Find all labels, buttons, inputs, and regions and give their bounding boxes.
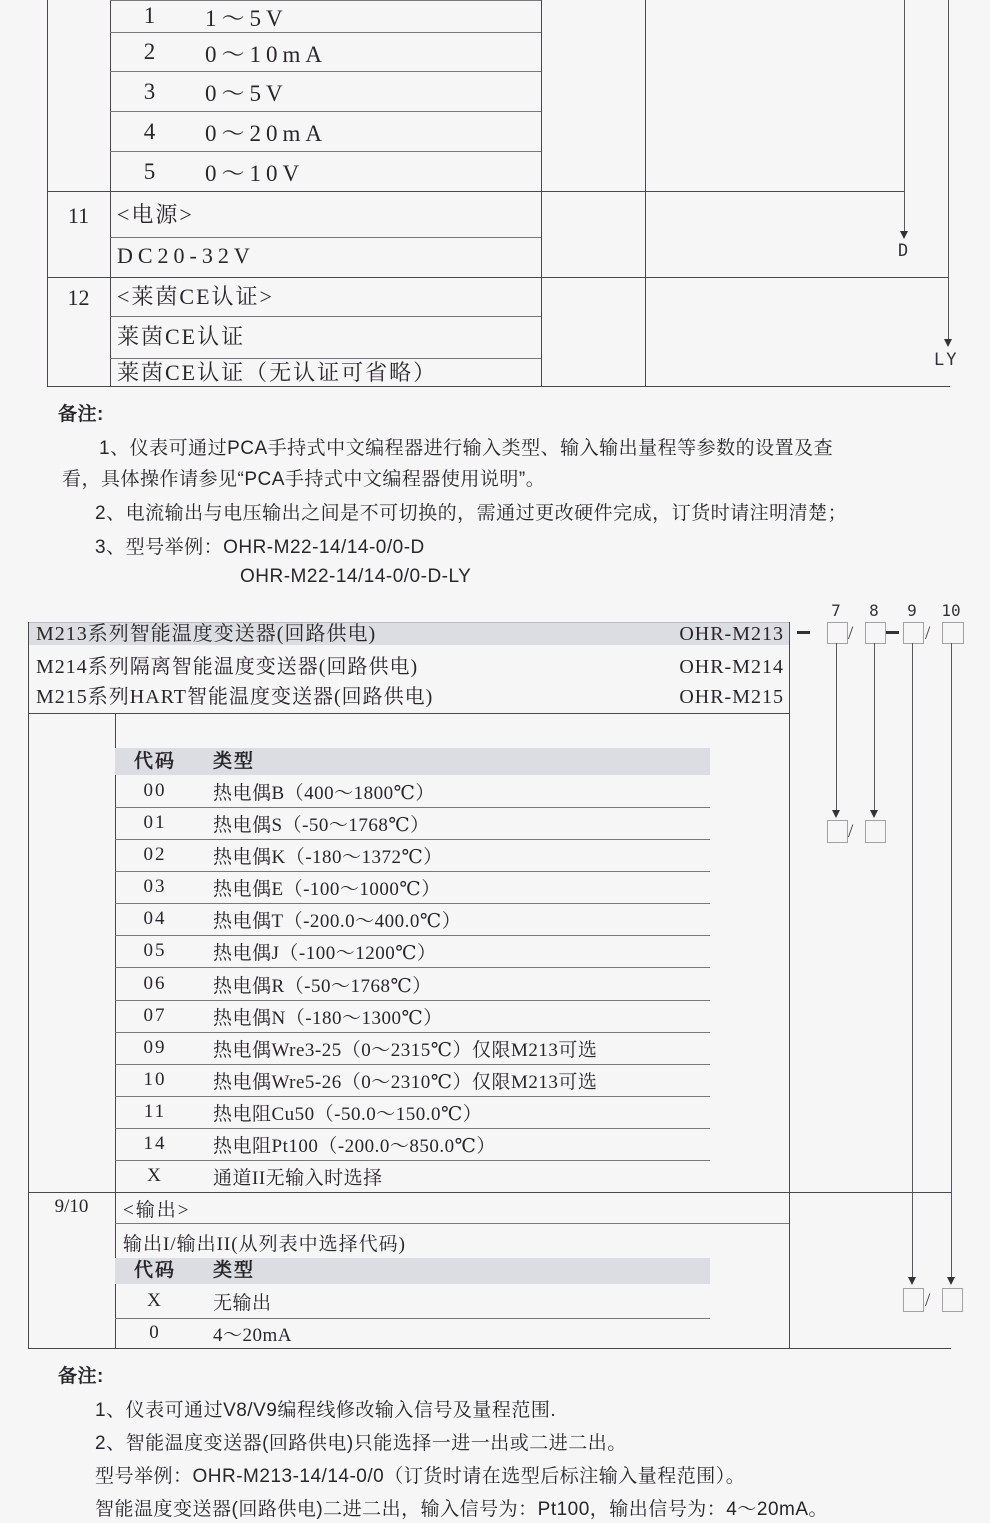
notes-top-line-4: 3、型号举例：OHR-M22-14/14-0/0-D [95, 537, 425, 558]
lower-table-left-border [28, 622, 29, 1348]
code-box-8 [865, 622, 886, 644]
option-code: 2 [143, 39, 157, 64]
table-row [115, 839, 710, 872]
output-header-code: 代码 [133, 1260, 176, 1281]
input-code: 00 [143, 780, 167, 801]
table-row [110, 72, 541, 112]
table-row [115, 1032, 710, 1065]
option-value: 0～10mA [205, 41, 327, 67]
notes-bottom-line-1: 1、仪表可通过V8/V9编程线修改输入信号及量程范围. [95, 1400, 557, 1421]
output-section-subtitle: 输出I/输出II(从列表中选择代码) [123, 1234, 406, 1255]
notes-top-line-3: 2、电流输出与电压输出之间是不可切换的，需通过更改硬件完成，订货时请注明清楚； [95, 503, 848, 524]
input-type: 热电偶Wre5-26（0～2310℃）仅限M213可选 [213, 1071, 598, 1093]
arrow-down-icon [832, 810, 840, 818]
input-code-box-1 [827, 820, 848, 843]
option-value: 1～5V [205, 5, 288, 31]
table-row [115, 1284, 710, 1319]
row11-sub-line [110, 237, 541, 238]
input-type: 热电偶Wre3-25（0～2315℃）仅限M213可选 [213, 1039, 598, 1061]
arrow-down-icon [947, 1277, 955, 1285]
input-code-box-2 [865, 820, 886, 843]
table-row [110, 152, 541, 191]
input-code: 06 [143, 973, 167, 994]
input-type: 热电偶K（-180～1372℃） [213, 846, 443, 868]
code-box-9 [903, 622, 924, 644]
output-header-type: 类型 [213, 1260, 256, 1281]
upper-table-spare-col-divider [645, 0, 646, 387]
input-type: 通道II无输入时选择 [213, 1167, 383, 1189]
arrow-line-9 [912, 643, 913, 1277]
output-sub-line [115, 1223, 789, 1224]
power-section-title: <电源> [117, 202, 194, 227]
input-code: 05 [143, 940, 167, 961]
arrow-label-ly: LY [934, 350, 959, 370]
input-code: 04 [143, 908, 167, 929]
row-number: 12 [67, 285, 90, 310]
input-header-code: 代码 [133, 751, 176, 772]
row-number: 11 [67, 203, 90, 228]
arrow-line-d [904, 0, 905, 231]
row12-top-line [47, 277, 948, 278]
table-row [115, 1160, 710, 1192]
input-header-band [115, 748, 710, 775]
input-code: 07 [143, 1005, 167, 1026]
output-code-box-2 [942, 1288, 963, 1312]
slash-separator: / [848, 821, 854, 842]
input-code: 09 [143, 1037, 167, 1058]
input-code: 02 [143, 844, 167, 865]
row11-top-line [47, 191, 905, 192]
option-code: 1 [143, 3, 157, 28]
arrow-line-10 [951, 643, 952, 1277]
input-code: 11 [143, 1101, 167, 1122]
table-row [115, 935, 710, 968]
output-type: 4～20mA [213, 1324, 293, 1346]
input-code: 14 [143, 1133, 167, 1154]
output-section-title: <输出> [123, 1200, 191, 1221]
lower-table-right-border [789, 622, 790, 1348]
input-code: X [147, 1165, 163, 1186]
notes-bottom-line-4: 智能温度变送器(回路供电)二进二出，输入信号为：Pt100，输出信号为：4～20mA。 [95, 1499, 829, 1520]
series-bottom-line [28, 713, 789, 714]
input-type: 热电偶T（-200.0～400.0℃） [213, 910, 462, 932]
arrow-line-8 [874, 643, 875, 810]
table-row [115, 1318, 710, 1348]
series-model: OHR-M214 [679, 656, 784, 678]
arrow-down-icon [908, 1277, 916, 1285]
code-box-7 [827, 622, 848, 644]
table-row [115, 1064, 710, 1097]
output-code: 0 [149, 1322, 161, 1343]
input-type: 热电偶N（-180～1300℃） [213, 1007, 443, 1029]
arrow-down-icon [870, 810, 878, 818]
input-type: 热电偶B（400～1800℃） [213, 782, 435, 804]
input-type: 热电偶R（-50～1768℃） [213, 975, 432, 997]
option-code: 5 [143, 158, 157, 184]
table-row [110, 0, 541, 33]
upper-table-left-border [47, 0, 48, 387]
notes-bottom-title: 备注: [58, 1366, 104, 1387]
input-type: 热电偶J（-100～1200℃） [213, 942, 437, 964]
output-code: X [147, 1290, 163, 1311]
input-code: 01 [143, 812, 167, 833]
series-model: OHR-M213 [679, 623, 784, 645]
table-row [115, 775, 710, 808]
table-row [115, 968, 710, 1001]
option-value: 0～20mA [205, 121, 327, 146]
input-header-type: 类型 [213, 751, 256, 772]
table-row [115, 807, 710, 840]
table-row [110, 33, 541, 72]
arrow-down-icon [944, 339, 952, 347]
ce-option-2: 莱茵CE认证（无认证可省略） [117, 360, 438, 385]
option-value: 0～5V [205, 81, 288, 106]
ce-section-title: <莱茵CE认证> [117, 284, 274, 309]
arrow-line-ly [948, 0, 949, 339]
input-type: 热电阻Pt100（-200.0～850.0℃） [213, 1135, 496, 1157]
ce-option-1: 莱茵CE认证 [117, 324, 246, 349]
power-value: DC20-32V [117, 243, 255, 268]
option-code: 3 [143, 78, 157, 104]
position-digit-8: 8 [869, 601, 879, 620]
output-type: 无输出 [213, 1292, 272, 1314]
slash-separator: / [925, 1290, 931, 1311]
lower-table-bottom-border [28, 1348, 951, 1349]
option-code: 4 [143, 118, 157, 144]
slash-separator: / [848, 623, 854, 644]
table-row [115, 1000, 710, 1033]
notes-top-line-1: 1、仪表可通过PCA手持式中文编程器进行输入类型、输入输出量程等参数的设置及查 [99, 438, 834, 459]
position-digit-9: 9 [907, 601, 917, 620]
notes-top-title: 备注: [58, 404, 104, 425]
output-code-box-1 [903, 1288, 924, 1312]
arrow-label-d: D [898, 241, 911, 261]
arrow-down-icon [900, 231, 908, 239]
output-section-top-line [28, 1192, 951, 1193]
input-type: 热电阻Cu50（-50.0～150.0℃） [213, 1103, 483, 1125]
input-type: 热电偶S（-50～1768℃） [213, 814, 430, 836]
code-box-10 [942, 622, 964, 644]
table-row [115, 1128, 710, 1161]
series-name: M213系列智能温度变送器(回路供电) [36, 623, 377, 645]
table-row [115, 871, 710, 904]
input-type: 热电偶E（-100～1000℃） [213, 878, 441, 900]
series-model: OHR-M215 [679, 686, 784, 708]
notes-bottom-line-3: 型号举例：OHR-M213-14/14-0/0（订货时请在选型后标注输入量程范围）。 [95, 1466, 746, 1487]
input-code: 10 [143, 1069, 167, 1090]
dash-separator [886, 631, 899, 634]
table-row [110, 112, 541, 152]
table-row [115, 1096, 710, 1129]
notes-top-line-5: OHR-M22-14/14-0/0-D-LY [240, 566, 472, 587]
series-name: M215系列HART智能温度变送器(回路供电) [36, 686, 434, 708]
output-header-band [115, 1258, 710, 1284]
position-digit-7: 7 [831, 601, 841, 620]
option-value: 0～10V [205, 161, 305, 186]
upper-table-content-right-border [541, 0, 542, 387]
dash-separator [797, 631, 810, 634]
position-digit-10: 10 [941, 601, 961, 620]
output-row-number: 9/10 [54, 1196, 89, 1217]
series-name: M214系列隔离智能温度变送器(回路供电) [36, 656, 419, 678]
slash-separator: / [925, 623, 931, 644]
notes-bottom-line-2: 2、智能温度变送器(回路供电)只能选择一进一出或二进二出。 [95, 1433, 627, 1454]
table-row [115, 903, 710, 936]
row12-sub-line-1 [110, 316, 541, 317]
notes-top-line-2: 看，具体操作请参见“PCA手持式中文编程器使用说明”。 [62, 469, 546, 490]
arrow-line-7 [836, 643, 837, 810]
input-code: 03 [143, 876, 167, 897]
